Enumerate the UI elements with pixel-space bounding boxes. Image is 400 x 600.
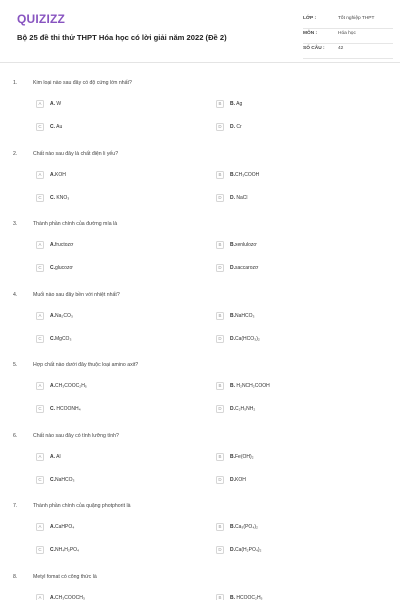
option-prefix: D. [230, 335, 235, 342]
question-number: 7. [13, 503, 18, 509]
option-c-text[interactable] [50, 477, 75, 483]
option-label: KOH [235, 476, 246, 483]
option-c-text[interactable] [50, 336, 71, 342]
option-prefix: B. [230, 453, 235, 460]
option-c-text[interactable] [50, 406, 81, 412]
option-prefix: B. [230, 594, 235, 600]
option-prefix: B. [230, 171, 235, 178]
option-prefix: C. [50, 547, 55, 553]
option-a-text[interactable] [50, 595, 85, 600]
option-c-box[interactable]: C [36, 476, 44, 484]
meta-value: Tốt nghiệp THPT [338, 16, 375, 21]
option-d-text[interactable] [230, 406, 255, 412]
option-d-box[interactable]: D [216, 405, 224, 413]
option-c-box[interactable]: C [36, 335, 44, 343]
option-label: HCOONH₄ [55, 406, 81, 412]
option-label: W [55, 101, 62, 107]
option-b-box[interactable]: B [216, 100, 224, 108]
option-prefix: A. [50, 383, 55, 389]
option-b-box[interactable]: B [216, 523, 224, 531]
option-label: CH₃COOH [235, 171, 260, 178]
option-label: Cr [235, 124, 242, 130]
option-a-text[interactable] [50, 524, 74, 530]
option-b-box[interactable]: B [216, 241, 224, 249]
option-d-box[interactable]: D [216, 335, 224, 343]
question-number: 4. [13, 291, 18, 298]
option-label: CH₃COOCH₃ [55, 594, 85, 600]
question-text: Chất nào sau đây có tính lưỡng tính? [33, 432, 119, 439]
option-b-text[interactable] [230, 454, 254, 460]
option-prefix: B. [230, 312, 235, 319]
option-prefix: D. [230, 406, 235, 412]
option-d-box[interactable]: D [216, 476, 224, 484]
option-label: KNO₃ [55, 194, 70, 201]
option-a-box[interactable]: A [36, 453, 44, 461]
option-prefix: A. [50, 594, 55, 600]
option-label: CaHPO₄ [55, 524, 75, 530]
option-prefix: C. [50, 335, 55, 342]
question-text: Hợp chất nào dưới đây thuộc loại amino axit? [33, 362, 139, 368]
option-b-box[interactable]: B [216, 171, 224, 179]
option-c-box[interactable]: C [36, 123, 44, 131]
option-prefix: A. [50, 524, 55, 530]
option-label: NaCl [235, 194, 248, 201]
option-c-box[interactable]: C [36, 264, 44, 272]
option-label: CH₃COOC₂H₅ [55, 383, 87, 389]
option-label: Ca₃(PO₄)₂ [235, 524, 258, 530]
option-a-box[interactable]: A [36, 523, 44, 531]
option-prefix: C. [50, 476, 55, 483]
option-b-text[interactable] [230, 313, 255, 319]
quizizz-logo: QUIZIZZ [17, 12, 66, 26]
option-a-box[interactable]: A [36, 241, 44, 249]
option-c-text[interactable] [50, 124, 62, 130]
meta-label: LỚP : [303, 16, 317, 21]
option-c-box[interactable]: C [36, 405, 44, 413]
option-b-text[interactable] [230, 524, 258, 530]
option-prefix: B. [230, 383, 235, 389]
option-a-box[interactable]: A [36, 171, 44, 179]
option-prefix: D. [230, 124, 235, 130]
option-d-text[interactable] [230, 195, 248, 201]
option-a-text[interactable] [50, 383, 87, 389]
option-label: Ca(H₂PO₄)₂ [235, 547, 262, 553]
option-a-box[interactable]: A [36, 312, 44, 320]
option-prefix: C. [50, 124, 55, 130]
option-a-text[interactable] [50, 454, 61, 460]
option-d-box[interactable]: D [216, 264, 224, 272]
question-text: Thành phần chính của đường mía là [33, 221, 118, 227]
option-label: MgCO₃ [55, 335, 72, 342]
option-label: Fe(OH)₂ [235, 453, 254, 460]
option-a-text[interactable] [50, 172, 66, 178]
meta-value: Hóa học [338, 31, 356, 36]
page-title: Bộ 25 đề thi thử THPT Hóa học có lời giải năm 2022 (Đề 2) [17, 33, 227, 42]
option-label: NaHCO₃ [235, 312, 255, 319]
option-b-text[interactable] [230, 595, 263, 600]
option-label: C₂H₅NH₂ [235, 406, 256, 412]
option-label: Na₂CO₃ [55, 312, 73, 319]
option-a-text[interactable] [50, 313, 73, 319]
option-label: Ca(HCO₃)₂ [235, 335, 260, 342]
option-prefix: D. [230, 476, 235, 483]
option-a-box[interactable]: A [36, 382, 44, 390]
option-c-text[interactable] [50, 265, 73, 271]
option-prefix: D. [230, 194, 235, 201]
option-d-text[interactable] [230, 124, 242, 130]
option-d-box[interactable]: D [216, 123, 224, 131]
option-prefix: C. [50, 265, 55, 271]
option-prefix: A. [50, 101, 55, 107]
option-prefix: B. [230, 524, 235, 530]
question-text: Chất nào sau đây là chất điện li yếu? [33, 150, 119, 157]
option-label: KOH [55, 171, 66, 178]
option-b-box[interactable]: B [216, 453, 224, 461]
question-number: 6. [13, 432, 18, 439]
option-c-text[interactable] [50, 195, 69, 201]
option-label: glucozơ [55, 265, 73, 271]
option-prefix: A. [50, 242, 55, 248]
option-a-box[interactable]: A [36, 594, 44, 600]
option-prefix: A. [50, 312, 55, 319]
option-c-box[interactable]: C [36, 546, 44, 554]
option-prefix: D. [230, 265, 235, 271]
option-d-box[interactable]: D [216, 194, 224, 202]
option-prefix: D. [230, 547, 235, 553]
option-d-text[interactable] [230, 547, 261, 553]
option-a-text[interactable] [50, 242, 73, 248]
option-a-box[interactable]: A [36, 100, 44, 108]
option-c-box[interactable]: C [36, 194, 44, 202]
meta-label: SỐ CÂU : [303, 46, 325, 51]
option-prefix: C. [50, 194, 55, 201]
option-prefix: C. [50, 406, 55, 412]
question-text: Kim loại nào sau đây có độ cứng lớn nhất? [33, 80, 132, 86]
option-b-text[interactable] [230, 101, 242, 107]
question-number: 5. [13, 362, 18, 368]
option-label: xenlulozơ [235, 242, 257, 248]
option-label: Ag [235, 101, 243, 107]
option-label: fructozơ [55, 242, 74, 248]
option-prefix: A. [50, 453, 55, 460]
option-b-box[interactable]: B [216, 312, 224, 320]
option-a-text[interactable] [50, 101, 61, 107]
option-label: NaHCO₃ [55, 476, 75, 483]
option-label: Au [55, 124, 63, 130]
question-text: Thành phần chính của quặng photphorit là [33, 503, 131, 509]
meta-value: 42 [338, 46, 344, 51]
option-b-text[interactable] [230, 242, 257, 248]
option-label: Al [55, 453, 61, 460]
question-number: 2. [13, 150, 18, 157]
option-b-text[interactable] [230, 383, 270, 389]
option-prefix: A. [50, 171, 55, 178]
option-d-text[interactable] [230, 265, 258, 271]
option-label: NH₄H₂PO₄ [55, 547, 80, 553]
meta-label: MÔN : [303, 31, 318, 36]
option-prefix: B. [230, 242, 235, 248]
question-number: 1. [13, 80, 18, 86]
option-d-text[interactable] [230, 336, 260, 342]
option-c-text[interactable] [50, 547, 79, 553]
option-d-text[interactable] [230, 477, 246, 483]
question-number: 3. [13, 221, 18, 227]
option-label: H₂NCH₂COOH [235, 383, 270, 389]
option-d-box[interactable]: D [216, 546, 224, 554]
option-label: saccarozơ [235, 265, 259, 271]
question-text: Muối nào sau đây bền với nhiệt nhất? [33, 291, 120, 298]
question-text: Metyl fomat có công thức là [33, 573, 97, 580]
option-b-text[interactable] [230, 172, 259, 178]
option-b-box[interactable]: B [216, 382, 224, 390]
option-b-box[interactable]: B [216, 594, 224, 600]
option-prefix: B. [230, 101, 235, 107]
question-number: 8. [13, 573, 18, 580]
option-label: HCOOC₂H₅ [235, 594, 263, 600]
